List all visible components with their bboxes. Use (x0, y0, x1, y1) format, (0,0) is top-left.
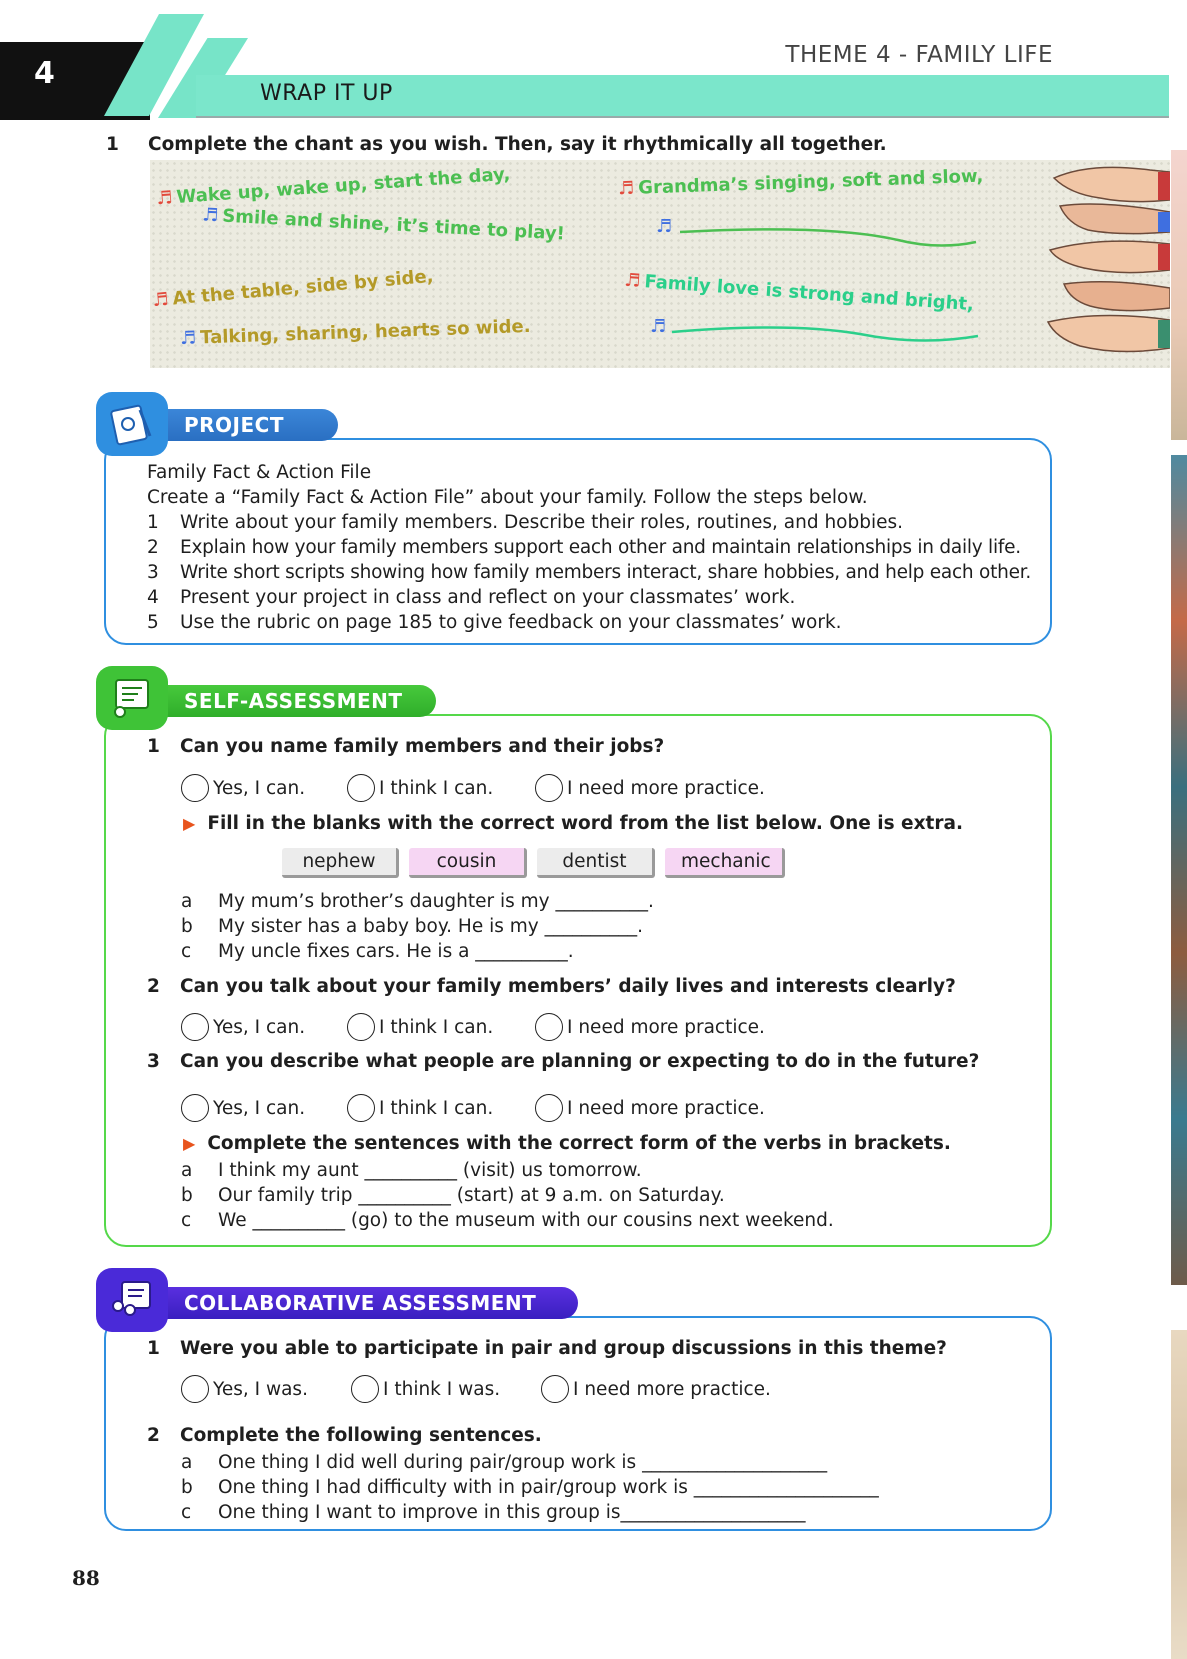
collaborative-badge (96, 1268, 168, 1332)
answer-options (181, 774, 765, 802)
option-think[interactable]: I think I can. (347, 774, 535, 802)
sentence-item: a I think my aunt __________ (visit) us tomorrow. (181, 1160, 642, 1181)
self-assessment-icon (108, 674, 156, 722)
radio-circle[interactable] (541, 1375, 569, 1403)
music-note-icon: ♬ (650, 316, 667, 337)
radio-circle[interactable] (351, 1375, 379, 1403)
music-note-icon: ♬ (201, 204, 219, 227)
radio-circle[interactable] (347, 774, 375, 802)
section-title: WRAP IT UP (260, 81, 393, 106)
radio-circle[interactable] (535, 774, 563, 802)
arrow-right-icon: ▶ (183, 1134, 196, 1153)
self-assessment-badge (96, 666, 168, 730)
chant-instruction (106, 134, 887, 155)
music-note-icon: ♬ (617, 177, 635, 200)
radio-circle[interactable] (181, 1013, 209, 1041)
arrow-right-icon: ▶ (183, 814, 196, 833)
project-badge (96, 392, 168, 456)
chant-line-text: At the table, side by side, (171, 265, 435, 310)
radio-circle[interactable] (347, 1094, 375, 1122)
page-edge-strip (1171, 150, 1187, 440)
chant-line (156, 164, 511, 210)
chant-line-blank[interactable] (656, 216, 676, 237)
question: 2 Can you talk about your family members’ daily lives and interests clearly? (147, 976, 956, 997)
sentence-item: c We __________ (go) to the museum with our cousins next weekend. (181, 1210, 834, 1231)
chant-line (180, 316, 531, 349)
option-practice[interactable]: I need more practice. (535, 774, 765, 802)
project-title: Family Fact & Action File (147, 462, 372, 483)
word-box: nephew (282, 848, 399, 878)
question: 3 Can you describe what people are planning or expecting to do in the future? (147, 1051, 980, 1072)
option-think[interactable]: I think I can. (347, 1013, 535, 1041)
chant-panel (150, 160, 1170, 368)
music-note-icon: ♬ (656, 216, 673, 237)
chant-line-text: Grandma’s singing, soft and slow, (637, 165, 984, 199)
theme-title: THEME 4 - FAMILY LIFE (785, 42, 1053, 68)
answer-options (181, 1375, 771, 1403)
self-assessment-tab: SELF-ASSESSMENT (160, 685, 436, 717)
clapping-hands-illustration (1040, 160, 1170, 368)
chant-line (202, 205, 566, 245)
question: 2 Complete the following sentences. (147, 1425, 542, 1446)
option-practice[interactable]: I need more practice. (541, 1375, 771, 1403)
word-box: cousin (409, 848, 527, 878)
question: 1 Can you name family members and their jobs? (147, 736, 665, 757)
project-step: 2 Explain how your family members support each other and maintain relationships in daily life. (147, 537, 1021, 558)
chant-line-text: Talking, sharing, hearts so wide. (199, 315, 531, 349)
option-yes[interactable]: Yes, I was. (181, 1375, 351, 1403)
radio-circle[interactable] (181, 1375, 209, 1403)
chant-line-text: Wake up, wake up, start the day, (175, 163, 511, 208)
instruction-text: Complete the chant as you wish. Then, say it rhythmically all together. (148, 134, 887, 155)
option-practice[interactable]: I need more practice. (535, 1013, 765, 1041)
page-number: 88 (72, 1566, 100, 1590)
option-yes[interactable]: Yes, I can. (181, 774, 347, 802)
music-note-icon: ♬ (151, 288, 170, 312)
word-list (282, 848, 795, 878)
question-number: 1 (106, 134, 119, 155)
answer-options (181, 1094, 765, 1122)
music-note-icon: ♬ (623, 269, 642, 292)
chant-line (624, 270, 975, 315)
project-step: 1 Write about your family members. Describe their roles, routines, and hobbies. (147, 512, 904, 533)
task-instruction: ▶ Complete the sentences with the correct form of the verbs in brackets. (183, 1133, 951, 1154)
project-step: 5 Use the rubric on page 185 to give feedback on your classmates’ work. (147, 612, 842, 633)
question: 1 Were you able to participate in pair and group discussions in this theme? (147, 1338, 947, 1359)
chant-line-text: Family love is strong and bright, (643, 271, 975, 316)
radio-circle[interactable] (347, 1013, 375, 1041)
project-step: 4 Present your project in class and reflect on your classmates’ work. (147, 587, 796, 608)
sentence-item: c One thing I want to improve in this group is____________________ (181, 1502, 806, 1523)
radio-circle[interactable] (181, 1094, 209, 1122)
sentence-item: a One thing I did well during pair/group work is ____________________ (181, 1452, 828, 1473)
chant-blank-line[interactable] (670, 322, 980, 352)
option-practice[interactable]: I need more practice. (535, 1094, 765, 1122)
option-think[interactable]: I think I can. (347, 1094, 535, 1122)
answer-options (181, 1013, 765, 1041)
option-think[interactable]: I think I was. (351, 1375, 541, 1403)
chant-line-text: Smile and shine, it’s time to play! (221, 205, 566, 245)
sentence-item: b Our family trip __________ (start) at 9 a.m. on Saturday. (181, 1185, 725, 1206)
word-box: dentist (537, 848, 655, 878)
music-note-icon: ♬ (179, 327, 197, 350)
sentence-item: b One thing I had difficulty with in pair/group work is ____________________ (181, 1477, 879, 1498)
page-edge-strip (1171, 455, 1187, 1285)
option-yes[interactable]: Yes, I can. (181, 1013, 347, 1041)
collaborative-tab: COLLABORATIVE ASSESSMENT (160, 1287, 578, 1319)
project-intro: Create a “Family Fact & Action File” about your family. Follow the steps below. (147, 487, 868, 508)
page-edge-strip (1171, 1330, 1187, 1659)
radio-circle[interactable] (535, 1094, 563, 1122)
project-step: 3 Write short scripts showing how family members interact, share hobbies, and help each other. (147, 562, 1031, 583)
project-tab: PROJECT (160, 409, 338, 441)
task-instruction: ▶ Fill in the blanks with the correct word from the list below. One is extra. (183, 813, 964, 834)
chant-blank-line[interactable] (678, 226, 978, 256)
project-icon (108, 400, 156, 448)
radio-circle[interactable] (181, 774, 209, 802)
chant-line-blank[interactable] (650, 316, 670, 337)
sentence-item: a My mum’s brother’s daughter is my __________. (181, 891, 654, 912)
sentence-item: c My uncle fixes cars. He is a __________. (181, 941, 574, 962)
chant-line (152, 266, 435, 311)
music-note-icon: ♬ (155, 187, 174, 210)
chapter-number: 4 (34, 56, 55, 91)
collaborative-icon (108, 1276, 156, 1324)
chant-line (618, 166, 984, 200)
option-yes[interactable]: Yes, I can. (181, 1094, 347, 1122)
radio-circle[interactable] (535, 1013, 563, 1041)
sentence-item: b My sister has a baby boy. He is my __________. (181, 916, 643, 937)
word-box: mechanic (665, 848, 785, 878)
